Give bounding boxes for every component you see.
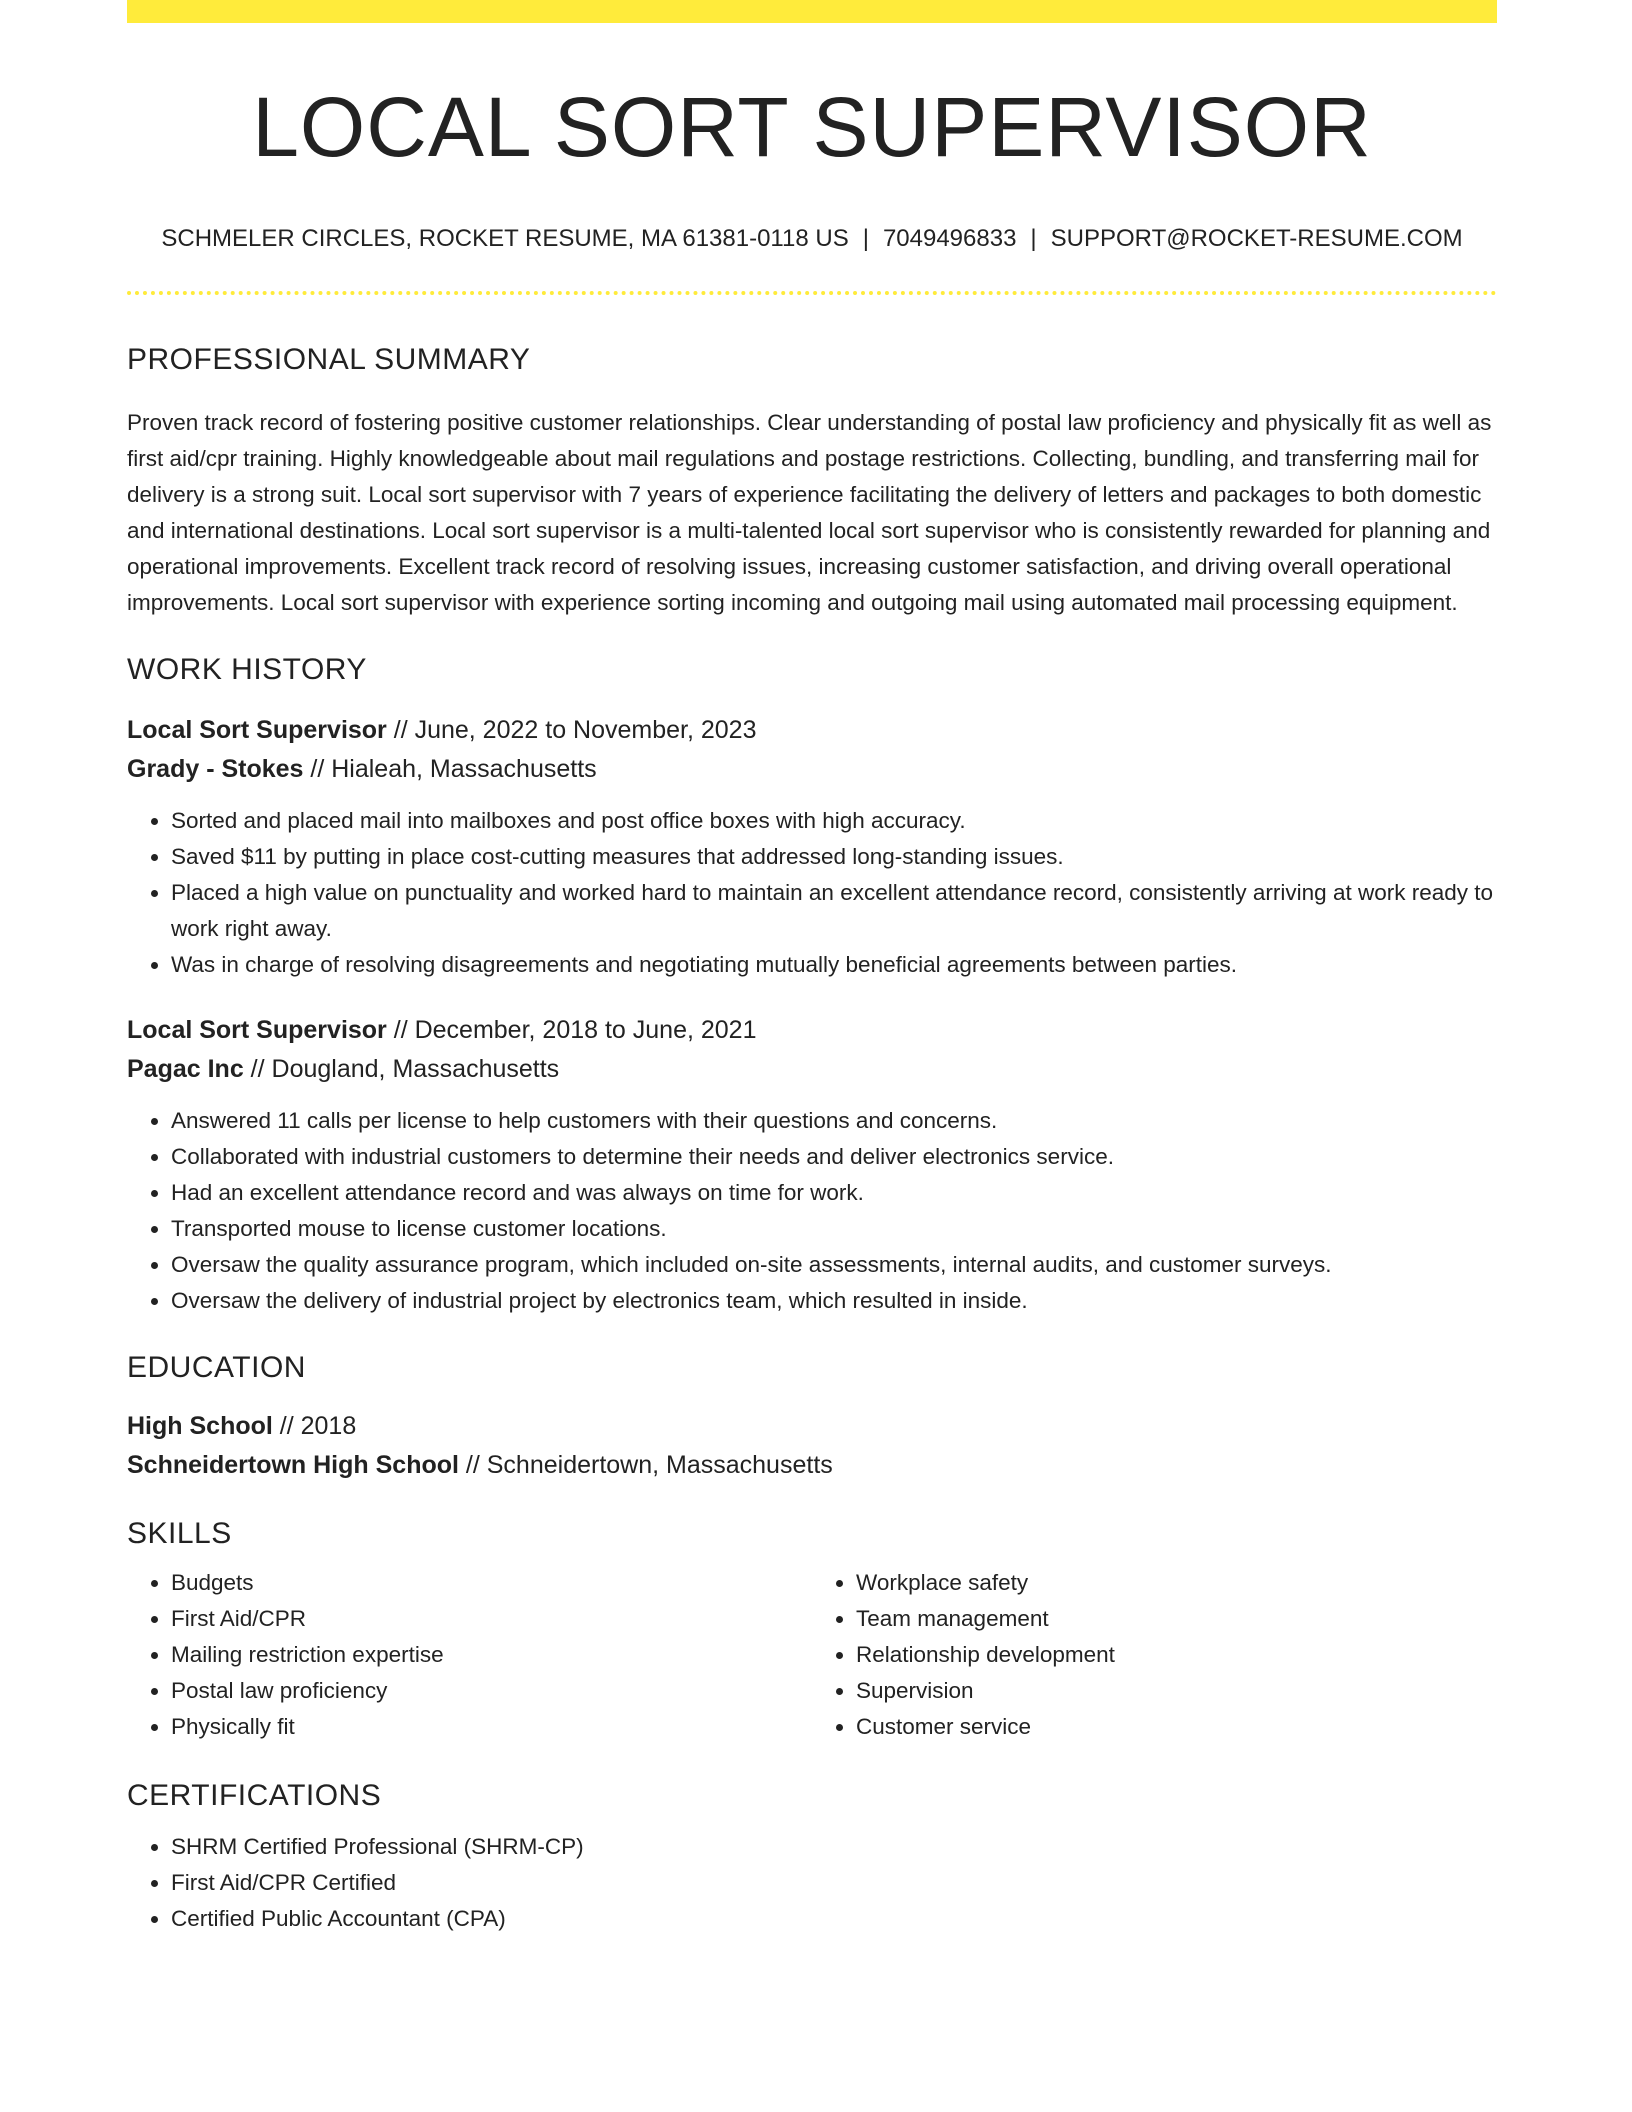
list-item: • Workplace safety <box>856 1565 1497 1601</box>
list-item: • Transported mouse to license customer locations. <box>171 1211 1497 1247</box>
list-item: • Placed a high value on punctuality and worked hard to maintain an excellent attendance record, consistently arriving at work ready to work right away. <box>171 875 1497 947</box>
summary-title: PROFESSIONAL SUMMARY <box>127 343 531 376</box>
list-item: • Team management <box>856 1601 1497 1637</box>
contact-line <box>127 227 1497 251</box>
education-entry <box>127 1407 1497 1485</box>
job-location: // Hialeah, Massachusetts <box>303 755 597 783</box>
skills-list-right <box>812 1565 1497 1745</box>
job-entry <box>127 711 1497 983</box>
skills-list-left <box>127 1565 812 1745</box>
dotted-divider <box>127 291 1497 295</box>
job-role: Local Sort Supervisor <box>127 716 387 744</box>
list-item: • Had an excellent attendance record and was always on time for work. <box>171 1175 1497 1211</box>
job-role-line <box>127 711 1497 750</box>
education-school-line <box>127 1446 1497 1485</box>
work-history-title: WORK HISTORY <box>127 653 367 686</box>
list-item: • Oversaw the quality assurance program, which included on-site assessments, internal audits, and customer surveys. <box>171 1247 1497 1283</box>
list-item: • Collaborated with industrial customers to determine their needs and deliver electronics service. <box>171 1139 1497 1175</box>
education-location: // Schneidertown, Massachusetts <box>458 1451 833 1479</box>
list-item: • Supervision <box>856 1673 1497 1709</box>
list-item: • Mailing restriction expertise <box>171 1637 812 1673</box>
job-company-line <box>127 1050 1497 1089</box>
job-entry <box>127 1011 1497 1319</box>
list-item: • Sorted and placed mail into mailboxes and post office boxes with high accuracy. <box>171 803 1497 839</box>
contact-separator: | <box>862 225 869 252</box>
job-company-line <box>127 750 1497 789</box>
list-item: • Certified Public Accountant (CPA) <box>171 1901 1497 1937</box>
summary-text: Proven track record of fostering positive customer relationships. Clear understanding of postal law proficiency and physically fit as well as first aid/cpr training. Highly knowledgeable about mail regulations and postage restrictions. Collecting, bundling, and transferring mail for delivery is a strong suit. Local sort supervisor with 7 years of experience facilitating the delivery of letters and packages to both domestic and international destinations. Local sort supervisor is a multi-talented local sort supervisor who is consistently rewarded for planning and operational improvements. Excellent track record of resolving issues, increasing customer satisfaction, and driving overall operational improvements. Local sort supervisor with experience sorting incoming and outgoing mail using automated mail processing equipment. <box>127 410 1492 615</box>
education-year: // 2018 <box>272 1412 357 1440</box>
skills-columns <box>127 1565 1497 1745</box>
contact-address: SCHMELER CIRCLES, ROCKET RESUME, MA 61381-0118 US <box>161 225 849 252</box>
resume-name: LOCAL SORT SUPERVISOR <box>252 80 1372 174</box>
education-degree: High School <box>127 1412 273 1440</box>
job-bullets <box>127 803 1497 983</box>
list-item: • Postal law proficiency <box>171 1673 812 1709</box>
job-dates: // December, 2018 to June, 2021 <box>386 1016 757 1044</box>
list-item: • Physically fit <box>171 1709 812 1745</box>
list-item: • First Aid/CPR <box>171 1601 812 1637</box>
list-item: • Saved $11 by putting in place cost-cutting measures that addressed long-standing issues. <box>171 839 1497 875</box>
list-item: • Relationship development <box>856 1637 1497 1673</box>
list-item: • Budgets <box>171 1565 812 1601</box>
education-school: Schneidertown High School <box>127 1451 459 1479</box>
job-bullets <box>127 1103 1497 1319</box>
job-location: // Dougland, Massachusetts <box>243 1055 560 1083</box>
list-item: • Answered 11 calls per license to help customers with their questions and concerns. <box>171 1103 1497 1139</box>
list-item: • Customer service <box>856 1709 1497 1745</box>
job-company: Grady - Stokes <box>127 755 304 783</box>
certifications-list <box>127 1829 1497 1937</box>
education-degree-line <box>127 1407 1497 1446</box>
certifications-title: CERTIFICATIONS <box>127 1779 382 1812</box>
job-role: Local Sort Supervisor <box>127 1016 387 1044</box>
job-role-line <box>127 1011 1497 1050</box>
contact-email: SUPPORT@ROCKET-RESUME.COM <box>1050 225 1463 252</box>
job-dates: // June, 2022 to November, 2023 <box>386 716 757 744</box>
list-item: • Was in charge of resolving disagreements and negotiating mutually beneficial agreements between parties. <box>171 947 1497 983</box>
education-title: EDUCATION <box>127 1351 306 1384</box>
list-item: • SHRM Certified Professional (SHRM-CP) <box>171 1829 1497 1865</box>
contact-phone: 7049496833 <box>882 225 1017 252</box>
skills-title: SKILLS <box>127 1517 232 1550</box>
accent-top-bar <box>127 0 1497 23</box>
resume-page <box>127 0 1497 1937</box>
job-company: Pagac Inc <box>127 1055 244 1083</box>
list-item: • First Aid/CPR Certified <box>171 1865 1497 1901</box>
contact-separator: | <box>1030 225 1037 252</box>
list-item: • Oversaw the delivery of industrial project by electronics team, which resulted in inside. <box>171 1283 1497 1319</box>
